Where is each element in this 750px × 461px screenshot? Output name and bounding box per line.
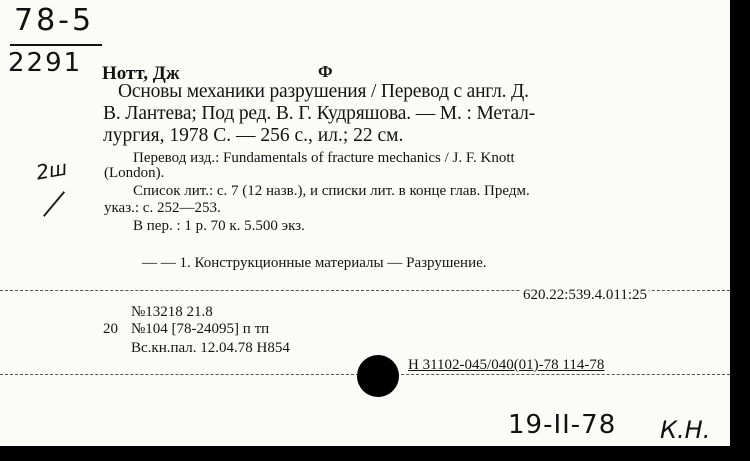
translation-line-2: (London). [104, 165, 165, 181]
author-initial: Ф [318, 62, 333, 81]
margin-note: 2ш [34, 155, 69, 185]
title-line-2: В. Лантева; Под ред. В. Г. Кудряшова. — М. : Метал- [103, 103, 536, 124]
index-code: Н 31102-045/040(01)-78 114-78 [408, 357, 605, 373]
registration-number: №13218 21.8 [131, 304, 213, 320]
binding-price: В пер. : 1 р. 70 к. 5.500 экз. [133, 218, 305, 234]
translation-line-1: Перевод изд.: Fundamentals of fracture mechanics / J. F. Knott [133, 150, 515, 166]
bibliography-line-2: указ.: с. 252—253. [104, 200, 221, 216]
subject-heading: — — 1. Конструкционные материалы — Разрушение. [142, 255, 487, 271]
order-number: №104 [78-24095] п тп [131, 321, 270, 337]
call-number-divider [10, 44, 102, 46]
print-signature-date: Вс.кн.пал. 12.04.78 Н854 [131, 340, 290, 356]
title-line-1: Основы механики разрушения / Перевод с англ. Д. [118, 81, 529, 102]
handwritten-date: 19-II-78 [508, 410, 617, 440]
handwritten-initials: К.Н. [660, 416, 711, 444]
title-line-3: лургия, 1978 С. — 256 с., ил.; 22 см. [103, 125, 404, 146]
order-prefix: 20 [103, 321, 118, 337]
bibliography-line-1: Список лит.: с. 7 (12 назв.), и списки лит. в конце глав. Предм. [133, 183, 530, 199]
call-number-top: 78-5 [14, 3, 95, 38]
call-number-bottom: 2291 [8, 48, 83, 78]
punch-hole [357, 355, 399, 397]
author-name: Нотт, Дж [102, 63, 180, 84]
udc-code: 620.22:539.4.011:25 [523, 287, 648, 303]
margin-note-stroke [43, 191, 65, 217]
